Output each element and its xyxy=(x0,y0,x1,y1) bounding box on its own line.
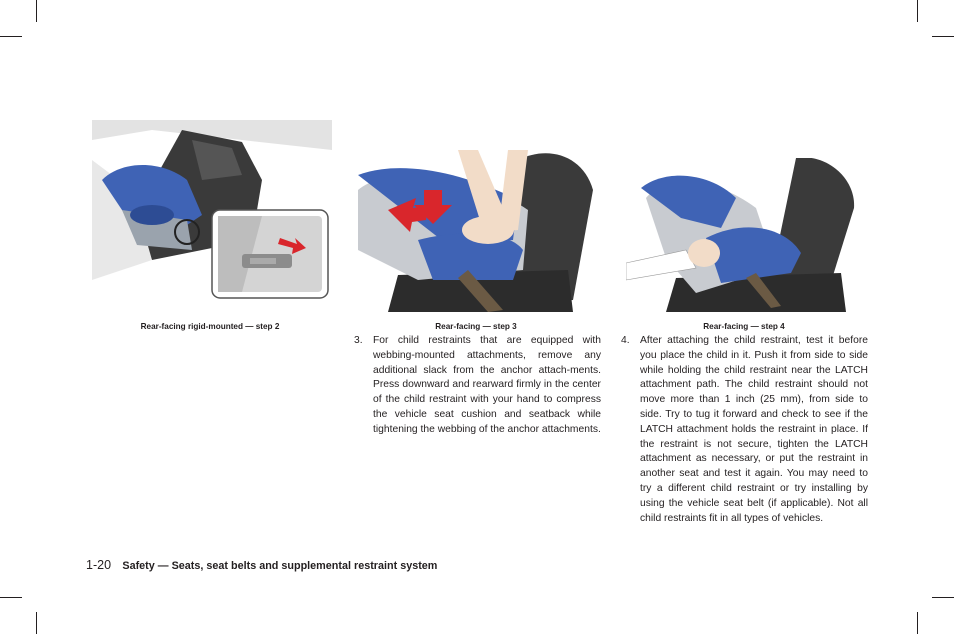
crop-mark xyxy=(917,612,918,634)
page-footer xyxy=(86,558,437,572)
figure-caption: Rear-facing rigid-mounted — step 2 xyxy=(140,322,280,331)
step-text: After attaching the child restraint, test it before you place the child in it. Push it from side to side while holding the child restraint near the LATCH attachment path. The child restraint should not move more than 1 inch (25 mm), from side to side. Try to tug it forward and check to see if the LATCH attachment holds the restraint in place. If the restraint is not secure, tighten the LATCH attachment as necessary, or put the restraint in another seat and test it again. You may need to try a different child restraint or try installing by using the vehicle seat belt (if applicable). Not all child restraints fit in all types of vehicles. xyxy=(640,335,868,524)
page-number: 1-20 xyxy=(86,558,112,572)
step-number: 4. xyxy=(621,335,630,346)
figure-step-3 xyxy=(358,150,598,312)
figure-caption: Rear-facing — step 3 xyxy=(435,322,517,331)
step-number: 3. xyxy=(354,335,363,346)
crop-mark xyxy=(932,36,954,37)
crop-mark xyxy=(36,0,37,22)
crop-mark xyxy=(36,612,37,634)
crop-mark xyxy=(932,597,954,598)
crop-mark xyxy=(0,597,22,598)
section-title: Safety — Seats, seat belts and supplemental restraint system xyxy=(122,560,438,572)
crop-mark xyxy=(0,36,22,37)
figure-caption: Rear-facing — step 4 xyxy=(703,322,785,331)
instruction-step-4 xyxy=(621,334,868,526)
instruction-step-3 xyxy=(354,334,601,438)
crop-mark xyxy=(917,0,918,22)
figure-rigid-mounted-step-2 xyxy=(92,120,332,302)
step-text: For child restraints that are equipped with webbing-mounted attachments, remove any additional slack from the anchor attach-ments. Press downward and rearward firmly in the center of the child restraint with your hand to compress the vehicle seat cushion and seatback while tightening the webbing of the anchor attachments. xyxy=(373,335,601,435)
figure-step-4 xyxy=(626,158,866,312)
